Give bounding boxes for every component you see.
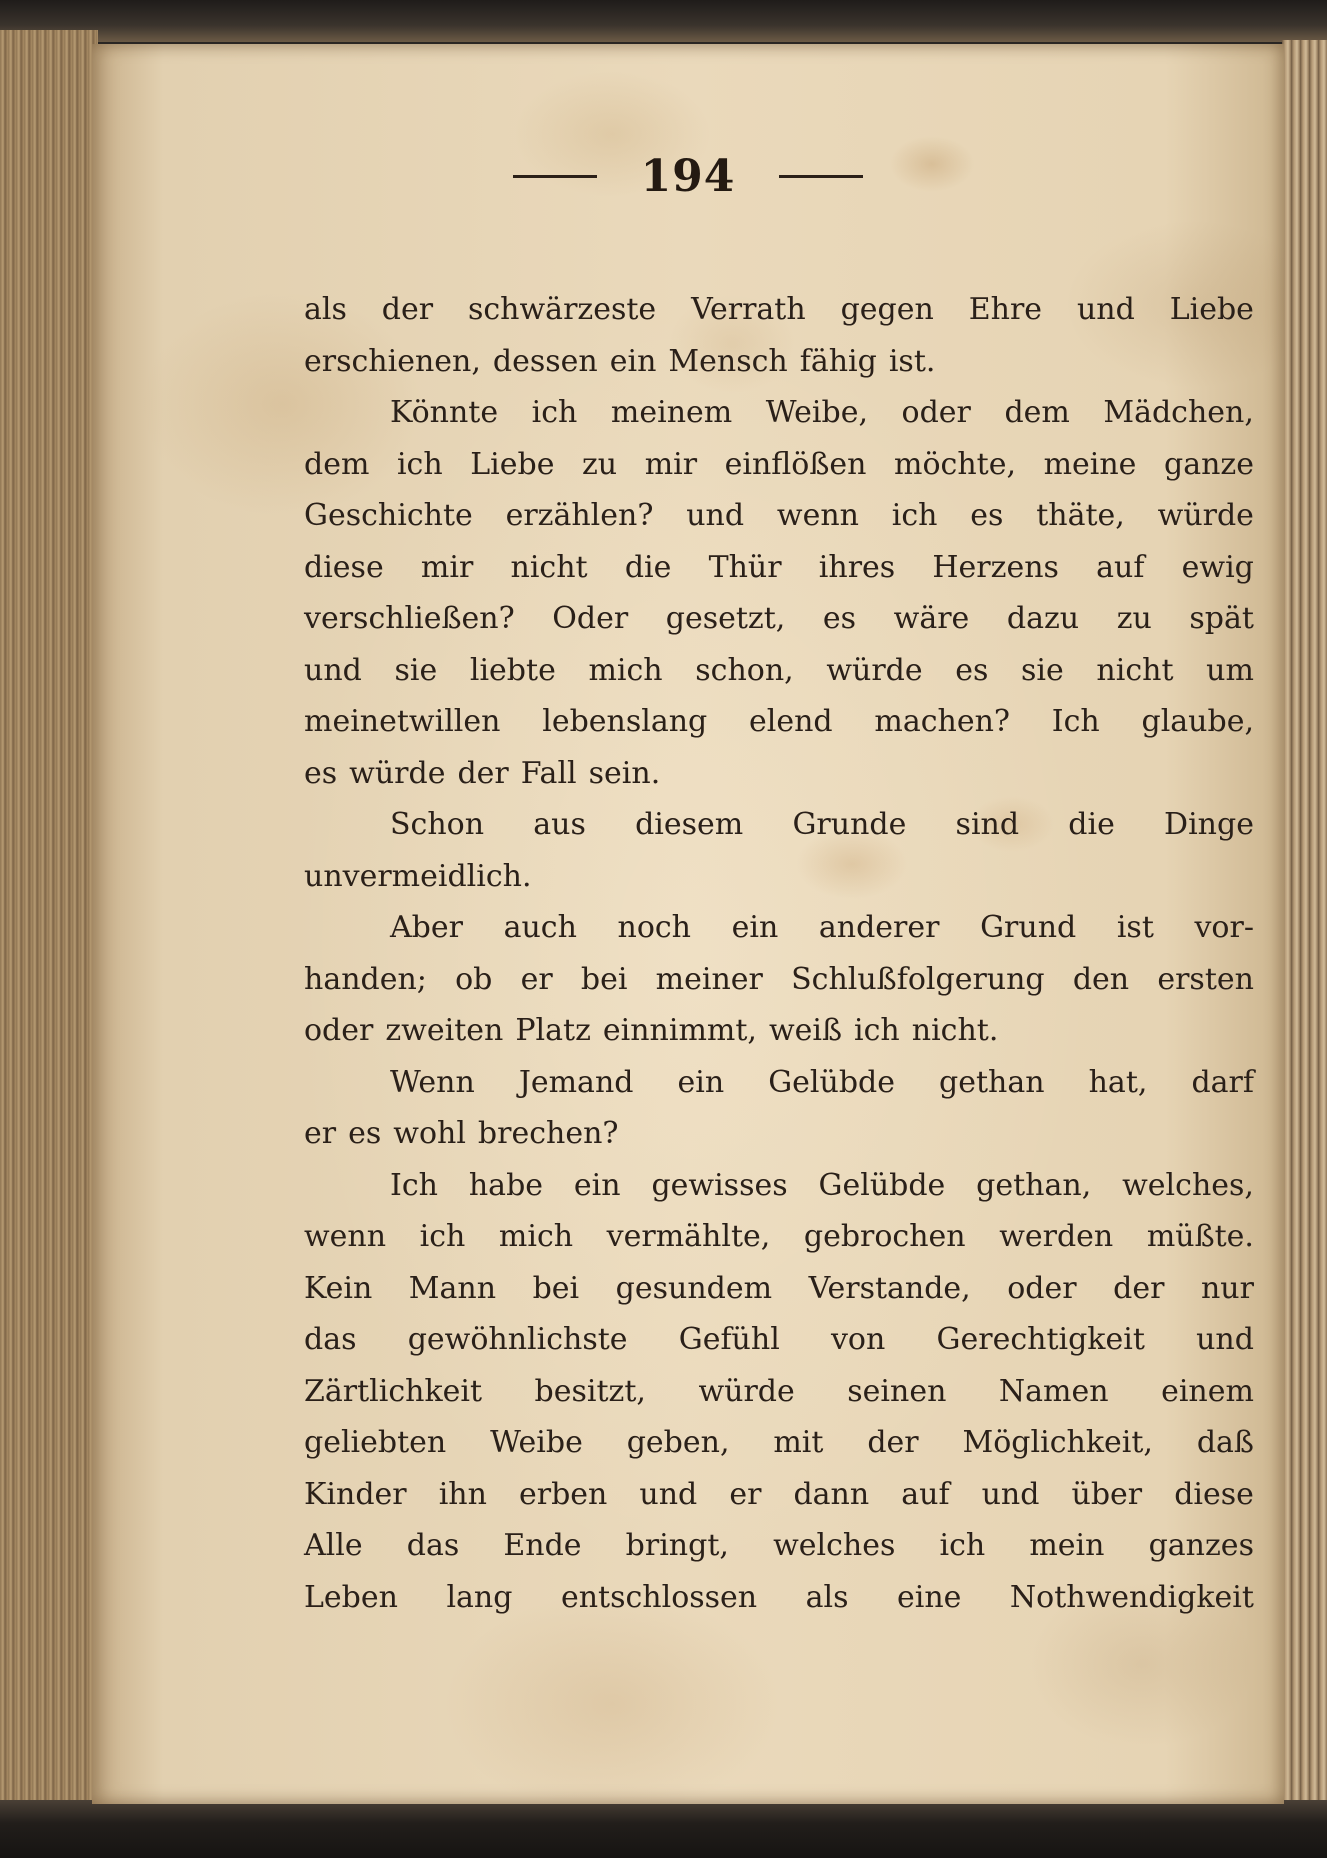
page-header: [92, 146, 1284, 206]
word: der: [457, 755, 509, 791]
word: als: [304, 292, 347, 327]
word: dessen: [492, 343, 598, 379]
word: ihn: [438, 1476, 487, 1512]
word: meine: [1043, 446, 1137, 482]
word: daß: [1196, 1425, 1254, 1460]
text-line: [304, 1374, 1254, 1426]
word: der: [381, 292, 434, 327]
word: Gerechtigkeit: [936, 1322, 1145, 1357]
body-text: [304, 292, 1254, 1631]
word: vor-: [1194, 910, 1254, 945]
word: spät: [1189, 601, 1254, 636]
word: ich: [396, 446, 443, 482]
word: einnimmt,: [602, 1013, 757, 1048]
word: Kein: [304, 1270, 373, 1306]
word: bringt,: [625, 1528, 729, 1563]
word: die: [624, 549, 672, 585]
word: wenn: [776, 498, 859, 533]
word: gesundem: [615, 1270, 773, 1306]
word: erben: [518, 1476, 608, 1512]
text-line: [304, 653, 1254, 705]
word: thäte,: [1036, 498, 1125, 533]
word: als: [805, 1579, 849, 1615]
word: von: [830, 1322, 886, 1357]
page-edges-left: [0, 30, 98, 1810]
word: Liebe: [470, 446, 555, 482]
word: Oder: [552, 601, 629, 636]
word: mich: [498, 1219, 574, 1254]
word: ein: [677, 1064, 725, 1100]
word: liebte: [469, 652, 556, 688]
word: diese: [304, 549, 384, 585]
word: gethan: [939, 1064, 1045, 1100]
text-line: [304, 910, 1254, 962]
word: auf: [901, 1476, 950, 1512]
word: hat,: [1088, 1064, 1148, 1100]
word: glaube,: [1141, 704, 1254, 739]
header-rule-right: [779, 175, 863, 178]
word: Aber: [390, 910, 463, 945]
text-line: [304, 1065, 1254, 1117]
word: würde: [1157, 498, 1254, 533]
book-cover-top: [0, 0, 1327, 42]
text-line: [304, 1477, 1254, 1529]
word: ein: [573, 1167, 621, 1203]
word: ich: [854, 1013, 900, 1048]
word: entschlossen: [560, 1579, 758, 1615]
word: Leben: [304, 1579, 398, 1615]
word: ganze: [1163, 446, 1254, 482]
word: um: [1206, 652, 1254, 688]
word: und: [304, 652, 362, 688]
word: Herzens: [932, 549, 1059, 585]
word: Ich: [1051, 704, 1100, 739]
word: Mann: [408, 1270, 497, 1306]
word: und: [686, 498, 745, 533]
word: Kinder: [304, 1476, 407, 1512]
word: es: [970, 498, 1004, 533]
word: es: [348, 1116, 382, 1151]
word: er: [304, 1116, 337, 1151]
word: ewig: [1181, 549, 1254, 585]
word: Nothwendigkeit: [1009, 1579, 1254, 1615]
word: Wenn: [390, 1064, 475, 1100]
text-line: [304, 807, 1254, 859]
word: wenn: [304, 1219, 387, 1254]
word: welches,: [1122, 1167, 1254, 1203]
word: eine: [896, 1579, 962, 1615]
word: Dinge: [1164, 807, 1254, 842]
text-line: [304, 704, 1254, 756]
word: elend: [749, 704, 833, 739]
word: sie: [1021, 652, 1064, 688]
word: einem: [1161, 1373, 1254, 1409]
word: und: [1076, 292, 1135, 327]
word: Schon: [390, 807, 485, 842]
word: nicht: [1096, 652, 1174, 688]
word: ich: [531, 395, 578, 430]
word: dem: [1004, 395, 1070, 430]
word: welches: [773, 1528, 896, 1563]
word: Ehre: [968, 292, 1043, 327]
word: Gelübde: [818, 1167, 946, 1203]
book-cover-bottom: [0, 1800, 1327, 1858]
word: dazu: [1006, 601, 1080, 636]
word: gewisses: [651, 1167, 788, 1203]
word: vermählte,: [606, 1219, 771, 1254]
word: Platz: [515, 1013, 591, 1048]
page-edges-right: [1282, 40, 1327, 1810]
word: oder: [1007, 1270, 1077, 1306]
word: ist: [1116, 910, 1154, 945]
word: gewöhnlichste: [407, 1322, 628, 1357]
text-line: [304, 601, 1254, 653]
word: sind: [955, 807, 1020, 842]
word: aus: [533, 807, 586, 842]
text-line: [304, 395, 1254, 447]
word: den: [1072, 961, 1130, 997]
word: er: [729, 1476, 762, 1512]
word: bei: [580, 961, 628, 997]
word: müßte.: [1146, 1219, 1254, 1254]
word: lang: [446, 1579, 513, 1615]
word: Möglichkeit,: [962, 1425, 1153, 1460]
book-page: [92, 44, 1284, 1804]
word: Verrath: [691, 292, 806, 327]
text-line: [304, 1013, 1254, 1065]
word: würde: [826, 652, 923, 688]
text-line: [304, 550, 1254, 602]
word: schwärzeste: [467, 292, 657, 327]
header-rule-left: [513, 175, 597, 178]
word: geben,: [626, 1425, 730, 1460]
word: diese: [1174, 1476, 1254, 1512]
text-line: [304, 1580, 1254, 1632]
word: oder: [901, 395, 971, 430]
text-line: [304, 859, 1254, 911]
word: wäre: [893, 601, 970, 636]
word: brechen?: [477, 1116, 619, 1151]
word: verschließen?: [304, 601, 515, 636]
word: über: [1071, 1476, 1143, 1512]
page-number: 194: [640, 150, 736, 202]
word: unvermeidlich.: [304, 858, 532, 894]
word: bei: [532, 1270, 580, 1306]
word: darf: [1191, 1064, 1254, 1100]
word: Jemand: [518, 1064, 634, 1100]
word: ich: [891, 498, 938, 533]
word: habe: [468, 1167, 544, 1203]
word: Ende: [503, 1528, 582, 1563]
word: gegen: [840, 292, 934, 327]
word: werden: [999, 1219, 1114, 1254]
word: Namen: [998, 1373, 1109, 1409]
word: Geschichte: [304, 498, 473, 533]
word: Schlußfolgerung: [791, 961, 1045, 997]
word: meiner: [655, 961, 763, 997]
word: Mensch: [668, 343, 788, 379]
text-line: [304, 1528, 1254, 1580]
word: fähig: [799, 343, 877, 379]
word: noch: [617, 910, 692, 945]
word: Verstande,: [808, 1270, 971, 1306]
word: ein: [731, 910, 779, 945]
word: das: [406, 1528, 460, 1563]
word: ersten: [1157, 961, 1254, 997]
word: ich: [419, 1219, 466, 1254]
word: Liebe: [1169, 292, 1254, 327]
word: und: [981, 1476, 1040, 1512]
word: nur: [1200, 1270, 1254, 1306]
word: Ich: [390, 1167, 438, 1203]
text-line: [304, 1271, 1254, 1323]
word: möchte,: [894, 446, 1017, 482]
word: zu: [582, 446, 618, 482]
word: schon,: [695, 652, 794, 688]
word: lebenslang: [542, 704, 708, 739]
word: mein: [1029, 1528, 1105, 1563]
word: mir: [644, 446, 698, 482]
word: ich: [939, 1528, 986, 1563]
word: geliebten: [304, 1425, 447, 1460]
word: seinen: [847, 1373, 947, 1409]
word: Thür: [708, 549, 782, 585]
word: machen?: [874, 704, 1011, 739]
word: Grund: [980, 910, 1077, 945]
word: ist.: [888, 343, 936, 379]
word: sie: [394, 652, 438, 688]
word: ganzes: [1148, 1528, 1254, 1563]
text-line: [304, 344, 1254, 396]
word: erzählen?: [505, 498, 654, 533]
word: diesem: [635, 807, 744, 842]
word: weiß: [768, 1013, 843, 1048]
word: dann: [793, 1476, 870, 1512]
word: Weibe: [490, 1425, 583, 1460]
text-line: [304, 1168, 1254, 1220]
word: auch: [503, 910, 577, 945]
word: handen;: [304, 961, 427, 997]
text-line: [304, 962, 1254, 1014]
word: Alle: [304, 1528, 363, 1563]
word: der: [867, 1425, 919, 1460]
word: gethan,: [976, 1167, 1092, 1203]
text-line: [304, 498, 1254, 550]
word: würde: [349, 755, 446, 791]
word: Grunde: [792, 807, 907, 842]
word: gebrochen: [803, 1219, 966, 1254]
text-line: [304, 1425, 1254, 1477]
text-line: [304, 1322, 1254, 1374]
word: Gelübde: [768, 1064, 895, 1100]
text-line: [304, 447, 1254, 499]
word: er: [520, 961, 553, 997]
word: Mädchen,: [1103, 395, 1254, 430]
word: meinetwillen: [304, 704, 501, 739]
word: anderer: [818, 910, 940, 945]
word: der: [1113, 1270, 1165, 1306]
word: das: [304, 1322, 357, 1357]
word: Zärtlichkeit: [304, 1373, 483, 1409]
word: ein: [609, 343, 657, 379]
word: Weibe,: [765, 395, 868, 430]
word: nicht.: [911, 1013, 999, 1048]
word: würde: [698, 1373, 795, 1409]
word: Fall: [520, 755, 577, 791]
word: zweiten: [385, 1013, 504, 1048]
word: sein.: [588, 755, 661, 791]
word: mich: [588, 652, 663, 688]
text-line: [304, 1116, 1254, 1168]
word: die: [1068, 807, 1115, 842]
word: oder: [304, 1013, 374, 1048]
word: erschienen,: [304, 343, 481, 379]
word: nicht: [510, 549, 588, 585]
word: es: [304, 755, 338, 791]
word: meinem: [610, 395, 733, 430]
word: ihres: [818, 549, 896, 585]
text-line: [304, 292, 1254, 344]
word: besitzt,: [534, 1373, 646, 1409]
word: es: [822, 601, 857, 636]
word: und: [1196, 1322, 1254, 1357]
word: dem: [304, 446, 370, 482]
word: es: [955, 652, 989, 688]
word: mir: [420, 549, 474, 585]
word: zu: [1116, 601, 1152, 636]
text-line: [304, 1219, 1254, 1271]
word: gesetzt,: [665, 601, 786, 636]
word: wohl: [393, 1116, 466, 1151]
word: Könnte: [390, 395, 499, 430]
word: Gefühl: [678, 1322, 780, 1357]
text-line: [304, 756, 1254, 808]
word: einflößen: [724, 446, 867, 482]
word: ob: [455, 961, 493, 997]
word: und: [639, 1476, 698, 1512]
word: mit: [773, 1425, 824, 1460]
word: auf: [1096, 549, 1145, 585]
